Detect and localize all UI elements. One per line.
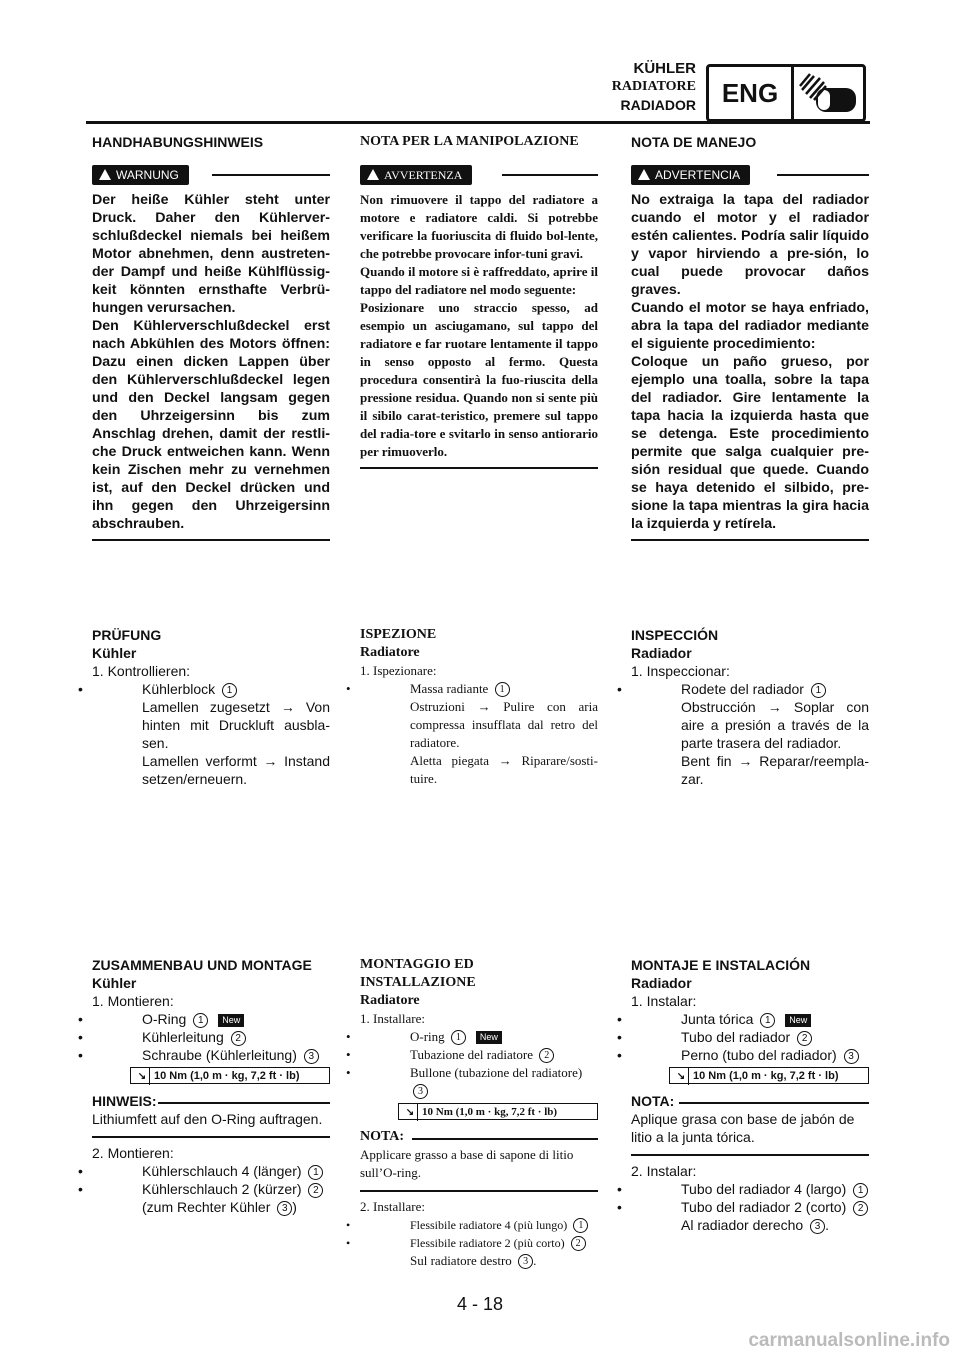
warning-badge xyxy=(92,165,189,185)
inspection-it xyxy=(360,626,598,788)
wrench-icon: ↘ xyxy=(674,1068,689,1085)
inspection-subtitle: Radiatore xyxy=(360,645,420,660)
assembly-step: 1. Montieren: xyxy=(92,993,174,1009)
assembly-title: ZUSAMMENBAU UND MONTAGE xyxy=(92,957,312,973)
note-text: Applicare grasso a base di sapone di litio sull’O-ring. xyxy=(360,1147,574,1180)
assembly-subtitle: Kühler xyxy=(92,975,137,991)
warning-text: Non rimuovere il tappo del radiatore a motore e radiatore caldi. Si potrebbe verificare la fuoriuscita di fluido bol-lente, che potrebbe provocare infor-tuni gravi. Quando il motore si è raffreddato, aprire il tappo del radiatore nel modo seguente: Posizionare uno straccio spesso, ad esempio un asciugamano, sul tappo del radiatore e far ruotare lentamente il tappo in senso opposto al fermo. Questa procedura consentirà la fuo-riuscita della pressione residua. Quando non si sente più il sibilo carat-teristico, premere sul tappo del radia-tore e svitarlo in senso antiorario per rimuoverlo. xyxy=(360,192,598,459)
note-text: Lithiumfett auf den O-Ring auftragen. xyxy=(92,1111,323,1127)
note-heading: HINWEIS: xyxy=(92,1092,330,1110)
assembly-step: 1. Installare: xyxy=(360,1011,425,1026)
list-item: • Schraube (Kühlerleitung) 3 xyxy=(92,1046,330,1064)
torque-spec: ↘ 10 Nm (1,0 m · kg, 7,2 ft · lb) xyxy=(398,1103,598,1120)
inspection-line: Lamellen zugesetzt → Von hinten mit Druckluft ausbla-sen. xyxy=(142,699,330,751)
inspection-line: Aletta piegata → Riparare/sosti-tuire. xyxy=(410,753,598,786)
inspection-subtitle: Radiador xyxy=(631,645,692,661)
list-item: • Kühlerschlauch 2 (kürzer) 2 xyxy=(92,1180,330,1198)
list-item: • Tubazione del radiatore 2 xyxy=(360,1046,598,1064)
assembly-step: 2. Instalar: xyxy=(631,1163,697,1179)
new-badge: New xyxy=(476,1031,502,1044)
inspection-es xyxy=(631,626,869,788)
warning-end-rule xyxy=(360,467,598,469)
list-item: • O-ring 1 New xyxy=(360,1028,598,1046)
inspection-line: Lamellen verformt → Instand setzen/erneuern. xyxy=(142,753,330,787)
assembly-title: MONTAGGIO ED INSTALLAZIONE xyxy=(360,957,476,990)
warning-label: AVVERTENZA xyxy=(384,168,463,182)
list-item: • Rodete del radiador 1 xyxy=(631,680,869,698)
inspection-de xyxy=(92,626,330,788)
list-item: • Bullone (tubazione del radiatore) 3 xyxy=(360,1064,598,1100)
assembly-step: 2. Montieren: xyxy=(92,1145,174,1161)
assembly-it xyxy=(360,956,598,1270)
warning-banner xyxy=(631,163,869,187)
inspection-title: ISPEZIONE xyxy=(360,627,437,642)
header-rule xyxy=(86,121,870,124)
warning-text: Der heiße Kühler steht unter Druck. Daher den Kühlerver-schlußdeckel niemals bei heißem Motor abnehmen, denn austreten-der Dampf und heiße Kühlflüssig-keit könnten ernsthafte Verbrü-hungen verursachen. Den Kühlerverschlußdeckel erst nach Abkühlen des Motors öffnen: Dazu einen dicken Lappen über den Kühlerverschlußdeckel legen und den Deckel langsam gegen den Uhrzeigersinn bis zum Anschlag drehen, damit der restli-che Druck entweichen kann. Wenn kein Zischen mehr zu vernehmen ist, auf den Deckel drücken und ihn gegen den Uhrzeigersinn abschrauben. xyxy=(92,192,330,532)
warning-badge xyxy=(360,165,472,185)
list-item: Al radiador derecho 3 . xyxy=(681,1217,829,1233)
inspection-step: 1. Ispezionare: xyxy=(360,663,437,678)
wrench-icon: ↘ xyxy=(135,1068,150,1085)
note-text: Aplique grasa con base de jabón de litio a la junta tórica. xyxy=(631,1111,855,1145)
inspection-line: Obstrucción → Soplar con aire a presión a través de la parte trasera del radiador. xyxy=(681,699,869,751)
inspection-line: Ostruzioni → Pulire con aria compressa insufflata dal retro del radiatore. xyxy=(410,699,598,750)
inspection-subtitle: Kühler xyxy=(92,645,137,661)
warning-banner xyxy=(360,163,598,187)
assembly-de xyxy=(92,956,330,1216)
column-it xyxy=(360,133,598,469)
warning-text: No extraiga la tapa del radiador cuando el motor y el radiador estén calientes. Podría salir líquido y vapor hirviendo a pre-sión, lo cual puede provocar daños graves. Cuando el motor se haya enfriado, abra la tapa del radiador mediante el siguiente procedimiento: Coloque un paño grueso, por ejemplo una toalla, sobre la tapa del radiador. Gire lentamente la tapa hacia la izquierda hasta que se detenga. Este procedimiento permite que salga cualquier pre-sión residual que quede. Cuando se haya detenido el silbido, pre-sione la tapa mientras la gira hacia la izquierda y retírela. xyxy=(631,192,869,532)
wrench-icon: ↘ xyxy=(403,1104,418,1121)
list-item: • Flessibile radiatore 2 (più corto) 2 xyxy=(360,1234,598,1252)
warning-icon xyxy=(367,169,379,180)
list-item: • Kühlerblock 1 xyxy=(92,680,330,698)
note-rule xyxy=(360,1190,598,1192)
warning-end-rule xyxy=(631,539,869,541)
assembly-es xyxy=(631,956,869,1234)
page-number: 4 - 18 xyxy=(456,1294,504,1314)
section-badge xyxy=(706,64,866,122)
inspection-title: PRÜFUNG xyxy=(92,627,162,643)
warning-icon xyxy=(99,169,111,180)
handling-title: NOTA PER LA MANIPOLAZIONE xyxy=(360,134,579,149)
warning-end-rule xyxy=(92,539,330,541)
warning-banner xyxy=(92,163,330,187)
note-heading: NOTA: xyxy=(360,1128,598,1146)
warning-label: WARNUNG xyxy=(116,168,179,182)
header-title-it: RADIATORE xyxy=(611,79,696,94)
radiator-icon xyxy=(794,67,863,119)
new-badge: New xyxy=(218,1014,244,1027)
column-es xyxy=(631,133,869,541)
column-de xyxy=(92,133,330,541)
header-titles xyxy=(612,60,696,114)
inspection-title: INSPECCIÓN xyxy=(631,627,719,643)
list-item: • Massa radiante 1 xyxy=(360,680,598,698)
list-item: • Junta tórica 1 New xyxy=(631,1010,869,1028)
handling-title: HANDHABUNGSHINWEIS xyxy=(92,134,264,150)
list-item: Sul radiatore destro 3 . xyxy=(410,1253,537,1268)
assembly-step: 2. Installare: xyxy=(360,1199,425,1214)
assembly-title: MONTAJE E INSTALACIÓN xyxy=(631,957,811,973)
eng-label: ENG xyxy=(709,67,794,119)
list-item: • Kühlerschlauch 4 (länger) 1 xyxy=(92,1162,330,1180)
list-item: • Flessibile radiatore 4 (più lungo) 1 xyxy=(360,1216,598,1234)
inspection-step: 1. Kontrollieren: xyxy=(92,663,191,679)
assembly-step: 1. Instalar: xyxy=(631,993,697,1009)
warning-label: ADVERTENCIA xyxy=(655,168,741,182)
torque-spec: ↘ 10 Nm (1,0 m · kg, 7,2 ft · lb) xyxy=(669,1067,869,1084)
warning-rule xyxy=(777,174,869,176)
warning-badge xyxy=(631,165,750,185)
assembly-subtitle: Radiador xyxy=(631,975,692,991)
warning-icon xyxy=(638,169,650,180)
torque-spec: ↘ 10 Nm (1,0 m · kg, 7,2 ft · lb) xyxy=(130,1067,330,1084)
list-item: • O-Ring 1 New xyxy=(92,1010,330,1028)
list-item: • Tubo del radiador 4 (largo) 1 xyxy=(631,1180,869,1198)
note-rule xyxy=(92,1136,330,1138)
warning-rule xyxy=(212,174,330,176)
note-heading: NOTA: xyxy=(631,1092,869,1110)
list-item: (zum Rechter Kühler 3 ) xyxy=(142,1199,297,1215)
note-rule xyxy=(631,1154,869,1156)
list-item: • Kühlerleitung 2 xyxy=(92,1028,330,1046)
new-badge: New xyxy=(785,1014,811,1027)
list-item: • Tubo del radiador 2 xyxy=(631,1028,869,1046)
assembly-subtitle: Radiatore xyxy=(360,993,420,1008)
header-title-de: KÜHLER xyxy=(633,60,696,77)
handling-title: NOTA DE MANEJO xyxy=(631,134,757,150)
warning-rule xyxy=(502,174,598,176)
list-item: • Tubo del radiador 2 (corto) 2 xyxy=(631,1198,869,1216)
list-item: • Perno (tubo del radiador) 3 xyxy=(631,1046,869,1064)
footer-watermark[interactable]: carmanualsonline.info xyxy=(748,1330,950,1351)
inspection-line: Bent fin → Reparar/reempla-zar. xyxy=(681,753,869,787)
inspection-step: 1. Inspeccionar: xyxy=(631,663,730,679)
header-title-es: RADIADOR xyxy=(620,97,696,113)
